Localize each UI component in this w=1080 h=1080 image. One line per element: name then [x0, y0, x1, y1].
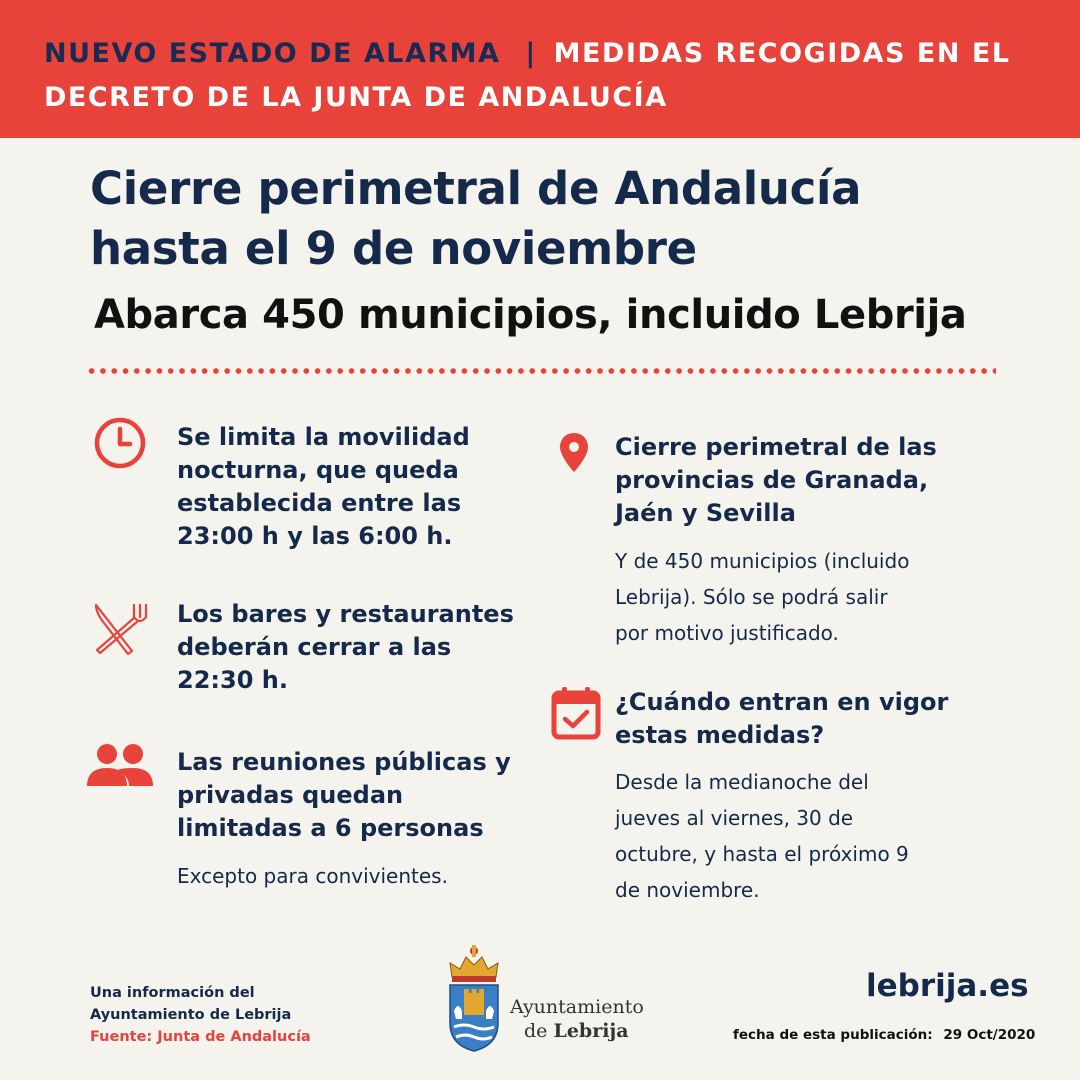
- dotted-divider: [86, 367, 996, 375]
- publication-date: fecha de esta publicación: 29 Oct/2020: [733, 1027, 1036, 1043]
- calendar-check-icon: [551, 686, 601, 744]
- footer-info: [90, 982, 311, 1048]
- banner-line-1: [44, 38, 1011, 69]
- meetings-title: Las reuniones públicas y privadas quedan limitadas a 6 personas: [177, 748, 511, 842]
- subheadline: Abarca 450 municipios, incluido Lebrija: [94, 292, 967, 338]
- headline-line-1: Cierre perimetral de Andalucía: [90, 162, 862, 215]
- when-title: ¿Cuándo entran en vigor estas medidas?: [615, 688, 949, 749]
- website-link[interactable]: lebrija.es: [866, 968, 1029, 1004]
- mobility-title: Se limita la movilidad nocturna, que queda establecida entre las 23:00 h y las 6:00 h.: [177, 423, 470, 550]
- bars-title: Los bares y restaurantes deberán cerrar a las 22:30 h.: [177, 600, 514, 694]
- logo-text-ayuntamiento: Ayuntamiento: [510, 996, 644, 1018]
- location-pin-icon: [558, 432, 590, 478]
- people-icon: [87, 742, 153, 792]
- perimeter-body: Y de 450 municipios (incluido Lebrija). Sólo se podrá salir por motivo justificado.: [615, 549, 910, 645]
- top-banner: [0, 0, 1080, 138]
- banner-separator: |: [525, 38, 537, 69]
- headline-line-2: hasta el 9 de noviembre: [90, 222, 697, 275]
- when-body: Desde la medianoche del jueves al viernes, 30 de octubre, y hasta el próximo 9 de noviembre.: [615, 770, 909, 902]
- clock-icon: [92, 415, 148, 475]
- logo-text-lebrija: de Lebrija: [524, 1020, 629, 1042]
- perimeter-title: Cierre perimetral de las provincias de Granada, Jaén y Sevilla: [615, 433, 937, 527]
- banner-line-2: DECRETO DE LA JUNTA DE ANDALUCÍA: [44, 82, 668, 113]
- footer-source: Fuente: Junta de Andalucía: [90, 1029, 311, 1045]
- footer-info-line-1: Una información del: [90, 985, 255, 1001]
- meetings-body: Excepto para convivientes.: [177, 864, 448, 888]
- footer-info-line-2: Ayuntamiento de Lebrija: [90, 1007, 292, 1023]
- banner-part-1: NUEVO ESTADO DE ALARMA: [44, 38, 501, 69]
- banner-part-2: MEDIDAS RECOGIDAS EN EL: [553, 38, 1011, 69]
- coat-of-arms-icon: [444, 945, 504, 1057]
- cutlery-icon: [92, 601, 148, 661]
